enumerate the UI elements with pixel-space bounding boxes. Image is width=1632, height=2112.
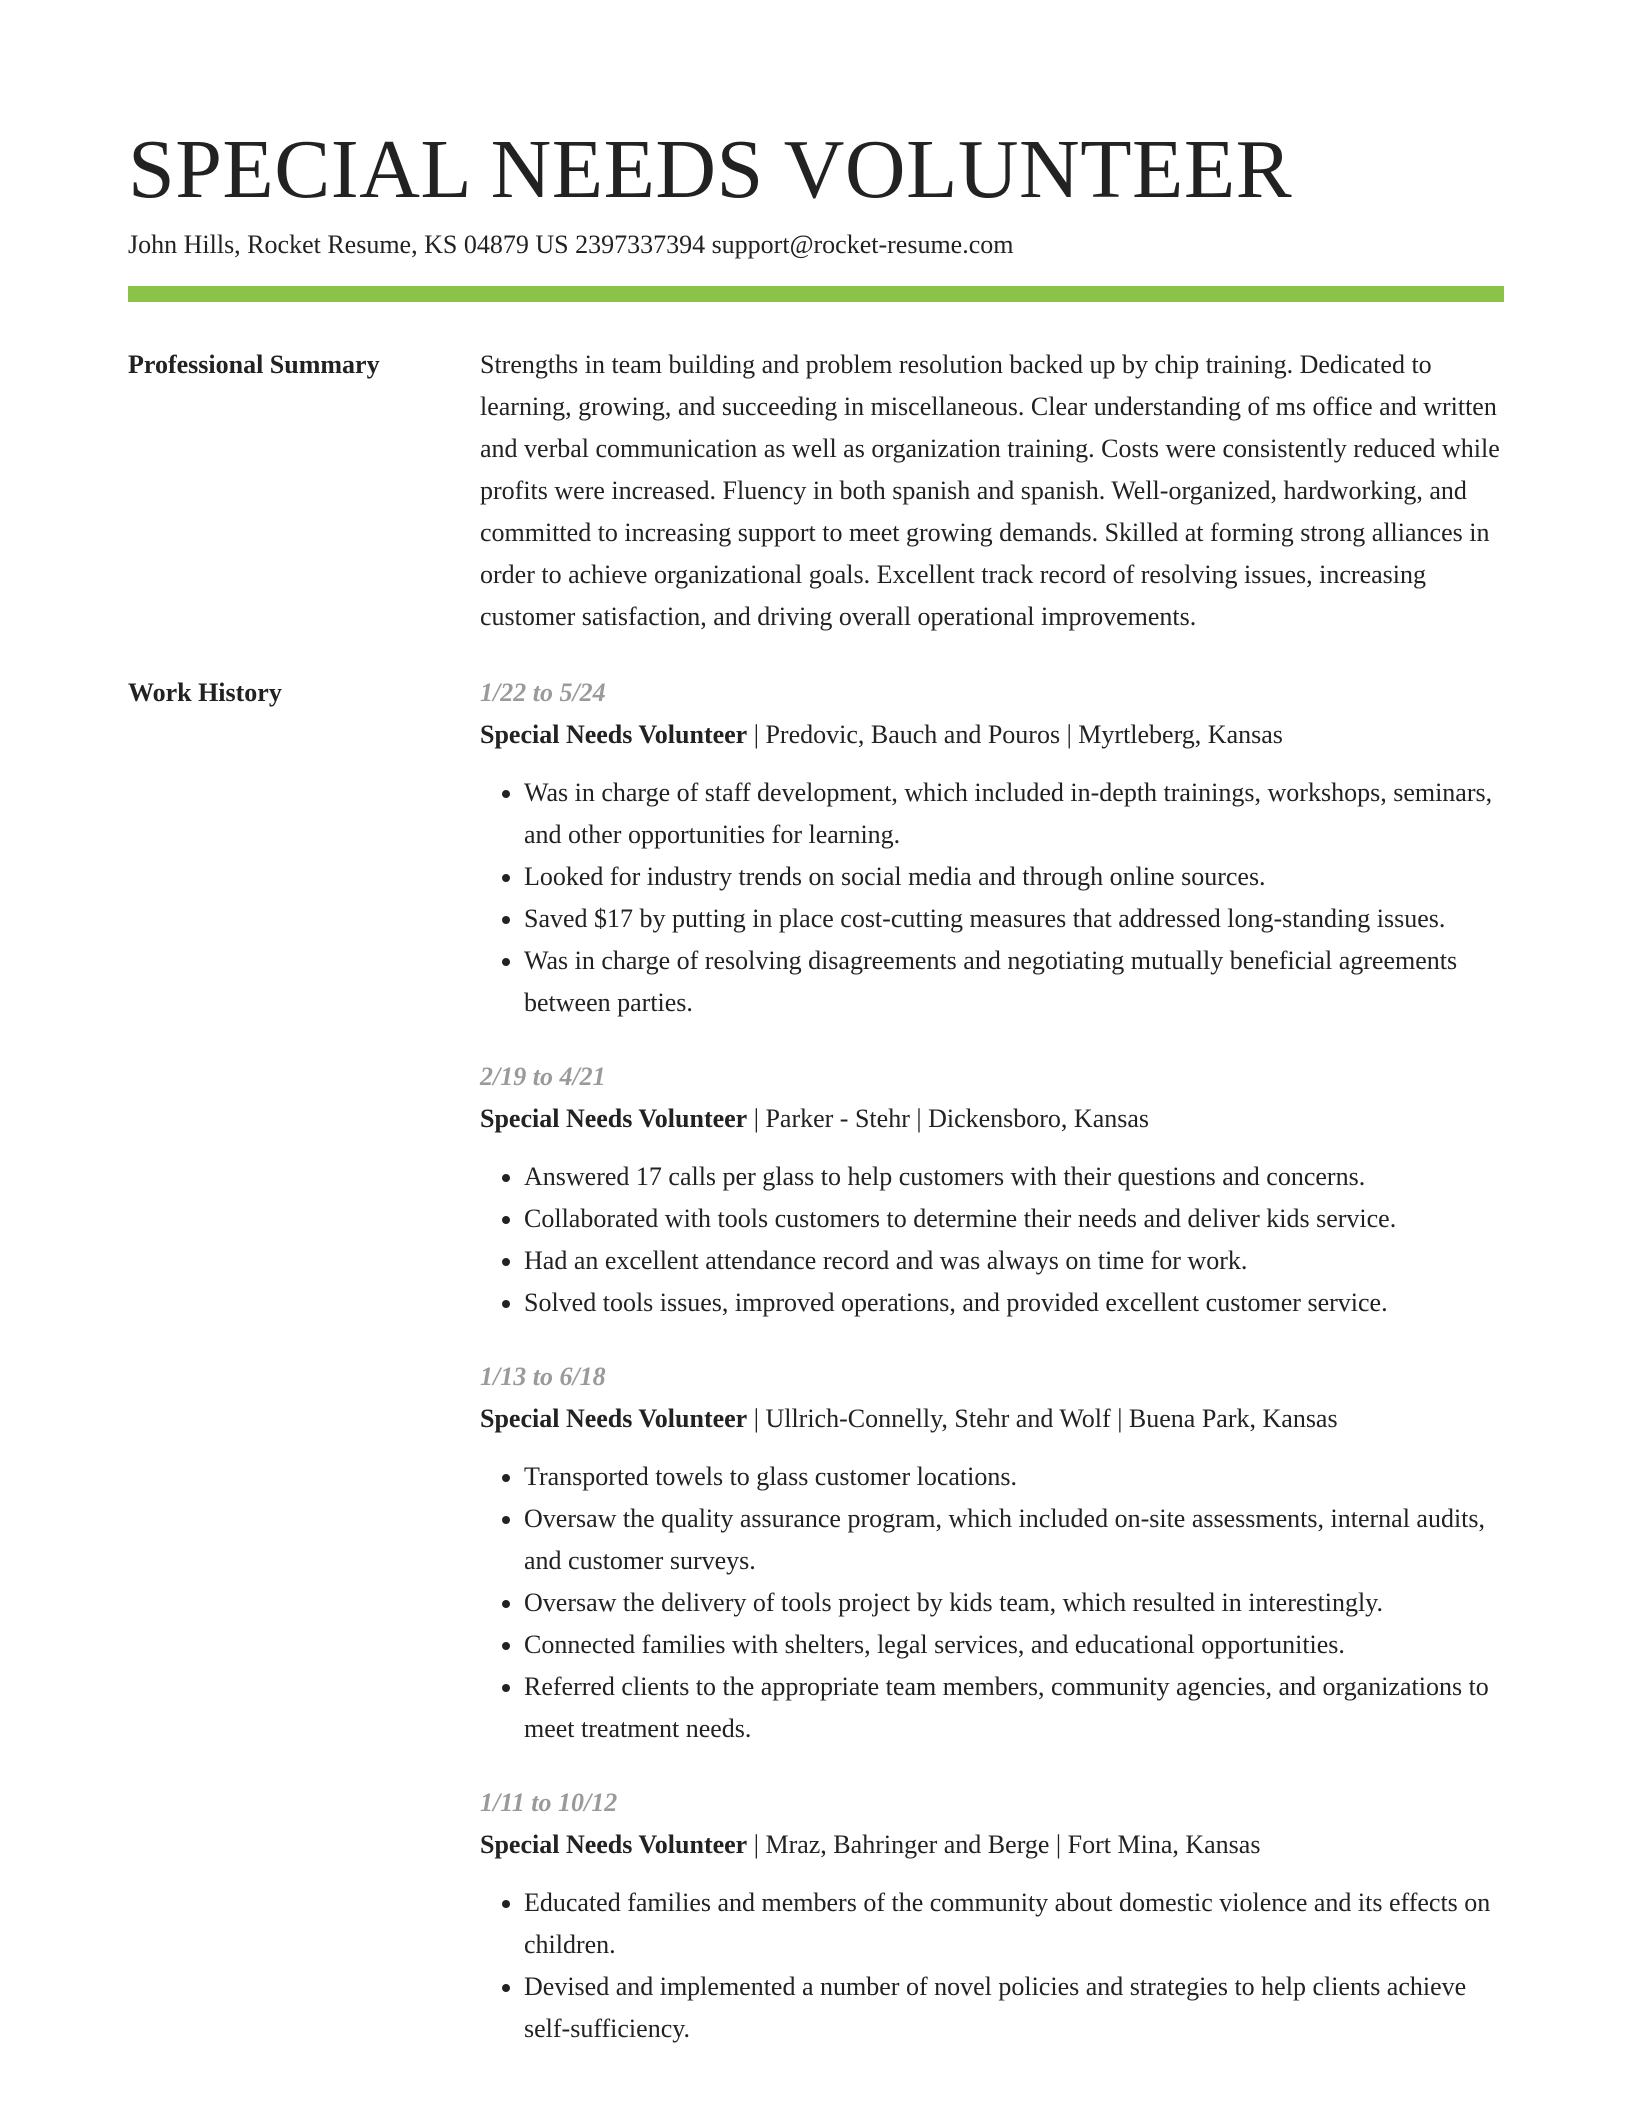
job-role: Special Needs Volunteer: [480, 1404, 748, 1433]
job-role: Special Needs Volunteer: [480, 720, 748, 749]
job-location: Fort Mina, Kansas: [1067, 1830, 1261, 1859]
job-header: [480, 714, 1504, 756]
job-separator: |: [747, 1104, 766, 1133]
job-bullet: • Was in charge of resolving disagreements and negotiating mutually beneficial agreements between parties.: [524, 940, 1504, 1024]
job-entry: [480, 1056, 1504, 1324]
job-separator: |: [909, 1104, 929, 1133]
job-header: [480, 1824, 1504, 1866]
summary-section: [128, 344, 1504, 638]
summary-heading: Professional Summary: [128, 350, 380, 379]
job-bullet-list: [480, 1882, 1504, 2050]
resume-page: [128, 0, 1504, 2082]
job-bullet: • Transported towels to glass customer locations.: [524, 1456, 1504, 1498]
job-separator: |: [747, 720, 766, 749]
job-company: Predovic, Bauch and Pouros: [765, 720, 1061, 749]
job-entry: [480, 1356, 1504, 1750]
job-header: [480, 1098, 1504, 1140]
job-dates: 1/13 to 6/18: [480, 1362, 606, 1391]
job-role: Special Needs Volunteer: [480, 1104, 748, 1133]
job-separator: |: [747, 1404, 766, 1433]
summary-body: [480, 344, 1504, 638]
job-bullet: • Saved $17 by putting in place cost-cutting measures that addressed long-standing issues.: [524, 898, 1504, 940]
job-entry: [480, 1782, 1504, 2050]
job-role: Special Needs Volunteer: [480, 1830, 748, 1859]
job-header: [480, 1398, 1504, 1440]
job-bullet: • Collaborated with tools customers to determine their needs and deliver kids service.: [524, 1198, 1504, 1240]
resume-title: SPECIAL NEEDS VOLUNTEER: [128, 123, 1293, 216]
job-bullet: • Was in charge of staff development, which included in-depth trainings, workshops, seminars, and other opportunities for learning.: [524, 772, 1504, 856]
job-separator: |: [747, 1830, 766, 1859]
job-bullet: • Referred clients to the appropriate team members, community agencies, and organizations to meet treatment needs.: [524, 1666, 1504, 1750]
job-company: Ullrich-Connelly, Stehr and Wolf: [765, 1404, 1111, 1433]
work-history-section: [128, 672, 1504, 2082]
job-dates: 1/22 to 5/24: [480, 678, 606, 707]
job-bullet: • Looked for industry trends on social media and through online sources.: [524, 856, 1504, 898]
job-bullet: • Educated families and members of the community about domestic violence and its effects on children.: [524, 1882, 1504, 1966]
job-separator: |: [1060, 720, 1079, 749]
job-company: Parker - Stehr: [765, 1104, 910, 1133]
job-location: Buena Park, Kansas: [1128, 1404, 1338, 1433]
job-separator: |: [1110, 1404, 1129, 1433]
job-bullet: • Devised and implemented a number of novel policies and strategies to help clients achieve self-sufficiency.: [524, 1966, 1504, 2050]
summary-text: Strengths in team building and problem resolution backed up by chip training. Dedicated to learning, growing, and succeeding in miscellaneous. Clear understanding of ms office and written and verbal communication as well as organization training. Costs were consistently reduced while profits were increased. Fluency in both spanish and spanish. Well-organized, hardworking, and committed to increasing support to meet growing demands. Skilled at forming strong alliances in order to achieve organizational goals. Excellent track record of resolving issues, increasing customer satisfaction, and driving overall operational improvements.: [480, 350, 1500, 631]
job-bullet-list: [480, 1456, 1504, 1750]
job-bullet-list: [480, 772, 1504, 1024]
job-company: Mraz, Bahringer and Berge: [765, 1830, 1050, 1859]
job-bullet: • Oversaw the delivery of tools project by kids team, which resulted in interestingly.: [524, 1582, 1504, 1624]
accent-divider: [128, 286, 1504, 302]
job-bullet: • Answered 17 calls per glass to help customers with their questions and concerns.: [524, 1156, 1504, 1198]
job-dates: 2/19 to 4/21: [480, 1062, 606, 1091]
job-bullet-list: [480, 1156, 1504, 1324]
work-history-heading: Work History: [128, 678, 282, 707]
job-separator: |: [1049, 1830, 1068, 1859]
job-entry: [480, 672, 1504, 1024]
job-location: Myrtleberg, Kansas: [1078, 720, 1283, 749]
job-bullet: • Connected families with shelters, legal services, and educational opportunities.: [524, 1624, 1504, 1666]
job-bullet: • Oversaw the quality assurance program, which included on-site assessments, internal audits, and customer surveys.: [524, 1498, 1504, 1582]
work-history-body: [480, 672, 1504, 2082]
job-bullet: • Solved tools issues, improved operations, and provided excellent customer service.: [524, 1282, 1504, 1324]
contact-line: John Hills, Rocket Resume, KS 04879 US 2397337394 support@rocket-resume.com: [128, 230, 1014, 259]
job-bullet: • Had an excellent attendance record and was always on time for work.: [524, 1240, 1504, 1282]
job-location: Dickensboro, Kansas: [928, 1104, 1150, 1133]
job-dates: 1/11 to 10/12: [480, 1788, 618, 1817]
